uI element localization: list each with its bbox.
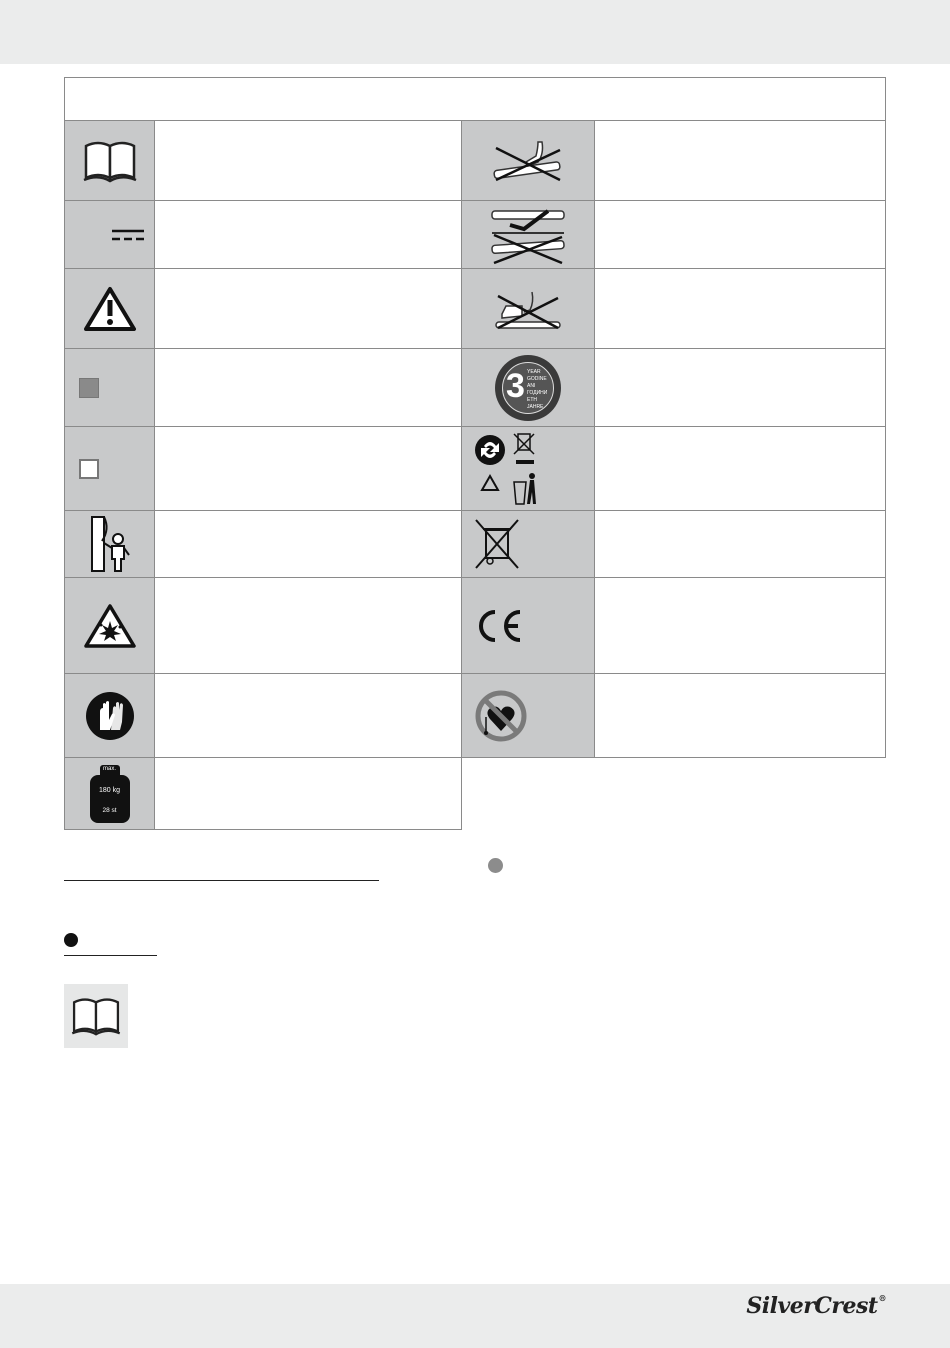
heading-underline bbox=[64, 955, 157, 956]
weee-bin-icon bbox=[474, 518, 520, 570]
legend-row bbox=[64, 578, 462, 674]
wear-gloves-icon bbox=[84, 690, 136, 742]
icon-cell bbox=[462, 511, 595, 577]
warranty-line: ANI bbox=[527, 382, 536, 389]
legend-row bbox=[64, 674, 462, 758]
legend-row bbox=[461, 349, 886, 427]
ce-mark-icon bbox=[474, 608, 524, 644]
level-surface-icon bbox=[490, 205, 566, 265]
icon-cell bbox=[65, 674, 155, 757]
book-icon bbox=[70, 995, 122, 1037]
legend-row bbox=[461, 511, 886, 578]
registered-mark: ® bbox=[878, 1293, 886, 1303]
icon-cell bbox=[65, 121, 155, 200]
legend-row bbox=[64, 511, 462, 578]
legend-row bbox=[64, 349, 462, 427]
legend-row bbox=[461, 427, 886, 511]
no-wet-feet-icon bbox=[488, 136, 568, 186]
direct-current-icon bbox=[70, 215, 150, 255]
symbol-legend-table bbox=[64, 77, 886, 814]
icon-cell bbox=[65, 269, 155, 348]
icon-cell bbox=[462, 121, 595, 200]
no-pacemaker-icon bbox=[474, 689, 528, 743]
book-icon bbox=[82, 138, 138, 184]
legend-row bbox=[64, 121, 462, 201]
filled-square-icon bbox=[79, 378, 99, 398]
warranty-badge-icon bbox=[495, 355, 561, 421]
max-label: max. bbox=[102, 765, 116, 772]
icon-cell bbox=[462, 269, 595, 348]
icon-cell bbox=[65, 578, 155, 673]
icon-cell bbox=[65, 201, 155, 268]
kg-label: 180 kg bbox=[98, 786, 121, 794]
black-bullet-dot bbox=[64, 933, 78, 947]
icon-cell bbox=[65, 349, 155, 426]
child-supervision-icon bbox=[88, 515, 132, 573]
icon-cell bbox=[65, 758, 155, 829]
st-label: 28 st bbox=[102, 806, 117, 814]
explosion-hazard-icon bbox=[84, 603, 136, 649]
legend-row bbox=[64, 427, 462, 511]
icon-cell bbox=[462, 349, 595, 426]
legend-row bbox=[461, 269, 886, 349]
icon-cell bbox=[65, 427, 155, 510]
legend-row bbox=[461, 578, 886, 674]
page-header-band bbox=[0, 0, 950, 64]
no-edge-stepping-icon bbox=[492, 284, 564, 334]
brand-logo bbox=[746, 1293, 886, 1319]
legend-row bbox=[461, 201, 886, 269]
icon-cell bbox=[462, 201, 595, 268]
icon-cell bbox=[65, 511, 155, 577]
legend-row bbox=[461, 674, 886, 758]
legend-row bbox=[64, 201, 462, 269]
warranty-number: 3 bbox=[506, 366, 525, 405]
warranty-line: GODINE bbox=[527, 375, 547, 382]
recycling-icons bbox=[474, 432, 538, 506]
read-manual-box bbox=[64, 984, 128, 1048]
warranty-line: YEAR bbox=[527, 368, 541, 375]
legend-row bbox=[64, 269, 462, 349]
warranty-line: ГОДИНИ bbox=[527, 389, 548, 396]
grey-bullet-dot bbox=[488, 858, 503, 873]
legend-row bbox=[64, 758, 462, 830]
warning-triangle-icon bbox=[84, 286, 136, 332]
icon-cell bbox=[462, 674, 595, 757]
icon-cell bbox=[462, 427, 595, 510]
section-divider bbox=[64, 880, 379, 881]
max-weight-icon bbox=[90, 765, 130, 823]
warranty-line: JAHRE bbox=[527, 403, 544, 410]
warranty-line: ETH bbox=[527, 396, 537, 403]
empty-square-icon bbox=[79, 459, 99, 479]
legend-header-row bbox=[64, 77, 886, 121]
icon-cell bbox=[462, 578, 595, 673]
legend-row bbox=[461, 121, 886, 201]
brand-name: SilverCrest bbox=[746, 1293, 878, 1319]
